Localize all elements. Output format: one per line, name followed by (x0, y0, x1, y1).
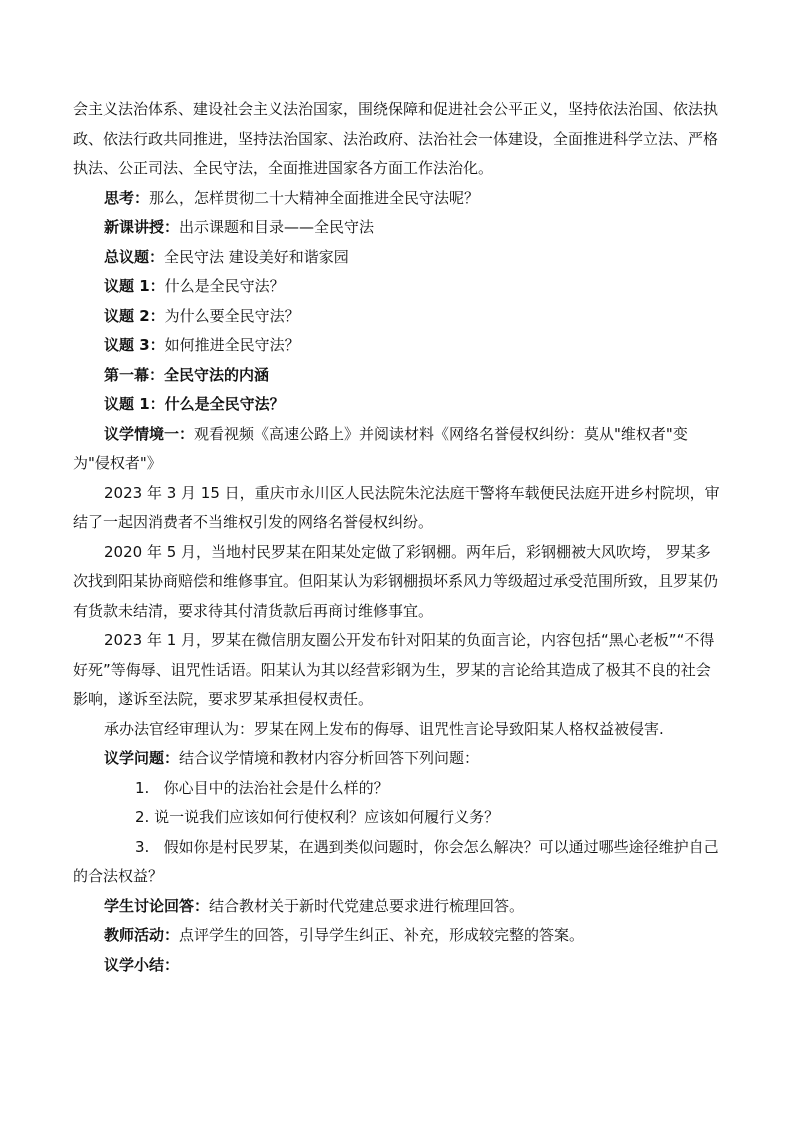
case-paragraph: 2020 年 5 月，当地村民罗某在阳某处定做了彩钢棚。两年后，彩钢棚被大风吹垮， 罗某多次找到阳某协商赔偿和维修事宜。但阳某认为彩钢棚损坏系风力等级超过承受范围所致，且罗某仍有货款未结清，要求待其付清货款后再商讨维修事宜。 (73, 542, 719, 620)
question-text: 结合议学情境和教材内容分析回答下列问题： (179, 749, 480, 767)
main-topic-line (73, 243, 723, 273)
new-lesson-text: 出示课题和目录——全民守法 (179, 218, 375, 236)
topic-text: 什么是全民守法？ (164, 277, 285, 295)
question-number: 1. (135, 778, 150, 797)
summary-label: 议学小结： (104, 955, 180, 974)
topic-label: 议题 1： (104, 277, 165, 295)
teacher-text: 点评学生的回答，引导学生纠正、补充，形成较完整的答案。 (179, 926, 585, 944)
think-text: 那么，怎样贯彻二十大精神全面推进全民守法呢？ (149, 188, 480, 207)
teacher-line (73, 921, 723, 951)
topic-line (73, 302, 723, 332)
think-line (73, 184, 723, 214)
question-item (73, 774, 723, 804)
situation-line (73, 420, 723, 479)
question-item (73, 803, 723, 833)
topic-label: 议题 2： (104, 306, 165, 325)
topic-line (73, 331, 723, 361)
student-label: 学生讨论回答： (104, 896, 210, 915)
question-item-text: 假如你是村民罗某，在遇到类似问题时，你会怎么解决？可以通过哪些途径维护自己的合法权益？ (73, 837, 719, 885)
topic-text: 如何推进全民守法？ (164, 336, 300, 354)
question-item-text: 你心目中的法治社会是什么样的？ (163, 778, 389, 797)
question-label: 议学问题： (104, 749, 180, 767)
teacher-label: 教师活动： (104, 926, 180, 944)
main-topic-text: 全民守法 建设美好和谐家园 (164, 247, 349, 266)
student-text: 结合教材关于新时代党建总要求进行梳理回答。 (209, 896, 525, 915)
case-paragraph: 2023 年 1 月，罗某在微信朋友圈公开发布针对阳某的负面言论，内容包括“黑心老板”“不得好死”等侮辱、诅咒性话语。阳某认为其以经营彩钢为生，罗某的言论给其造成了极其不良的社会影响，遂诉至法院，要求罗某承担侵权责任。 (73, 631, 715, 708)
topic-one-heading: 议题 1：什么是全民守法？ (104, 395, 285, 413)
question-line (73, 744, 723, 774)
situation-text: 观看视频《高速公路上》并阅读材料《网络名誉侵权纠纷：莫从"维权者"变为"侵权者"》 (73, 424, 688, 472)
question-number: 3. (135, 837, 150, 856)
new-lesson-line (73, 213, 723, 243)
act-one-heading: 第一幕：全民守法的内涵 (104, 365, 270, 384)
topic-text: 为什么要全民守法？ (164, 306, 300, 325)
topic-label: 议题 3： (104, 336, 165, 354)
main-topic-label: 总议题： (104, 247, 165, 266)
situation-label: 议学情境一： (104, 424, 195, 443)
student-line (73, 892, 723, 922)
document-page (73, 95, 723, 980)
question-item-text: 说一说我们应该如何行使权利？应该如何履行义务？ (154, 808, 500, 826)
intro-paragraph: 会主义法治体系、建设社会主义法治国家，围绕保障和促进社会公平正义，坚持依法治国、依法执政、依法行政共同推进，坚持法治国家、法治政府、法治社会一体建设，全面推进科学立法、严格执法、公正司法、全民守法，全面推进国家各方面工作法治化。 (73, 100, 719, 177)
case-paragraph: 2023 年 3 月 15 日，重庆市永川区人民法院朱沱法庭干警将车载便民法庭开进乡村院坝，审结了一起因消费者不当维权引发的网络名誉侵权纠纷。 (73, 483, 720, 531)
new-lesson-label: 新课讲授： (104, 218, 180, 236)
think-label: 思考： (104, 188, 150, 207)
question-number: 2. (135, 808, 150, 826)
topic-line (73, 272, 723, 302)
case-paragraph: 承办法官经审理认为：罗某在网上发布的侮辱、诅咒性言论导致阳某人格权益被侵害. (104, 719, 664, 738)
question-item (73, 833, 723, 892)
